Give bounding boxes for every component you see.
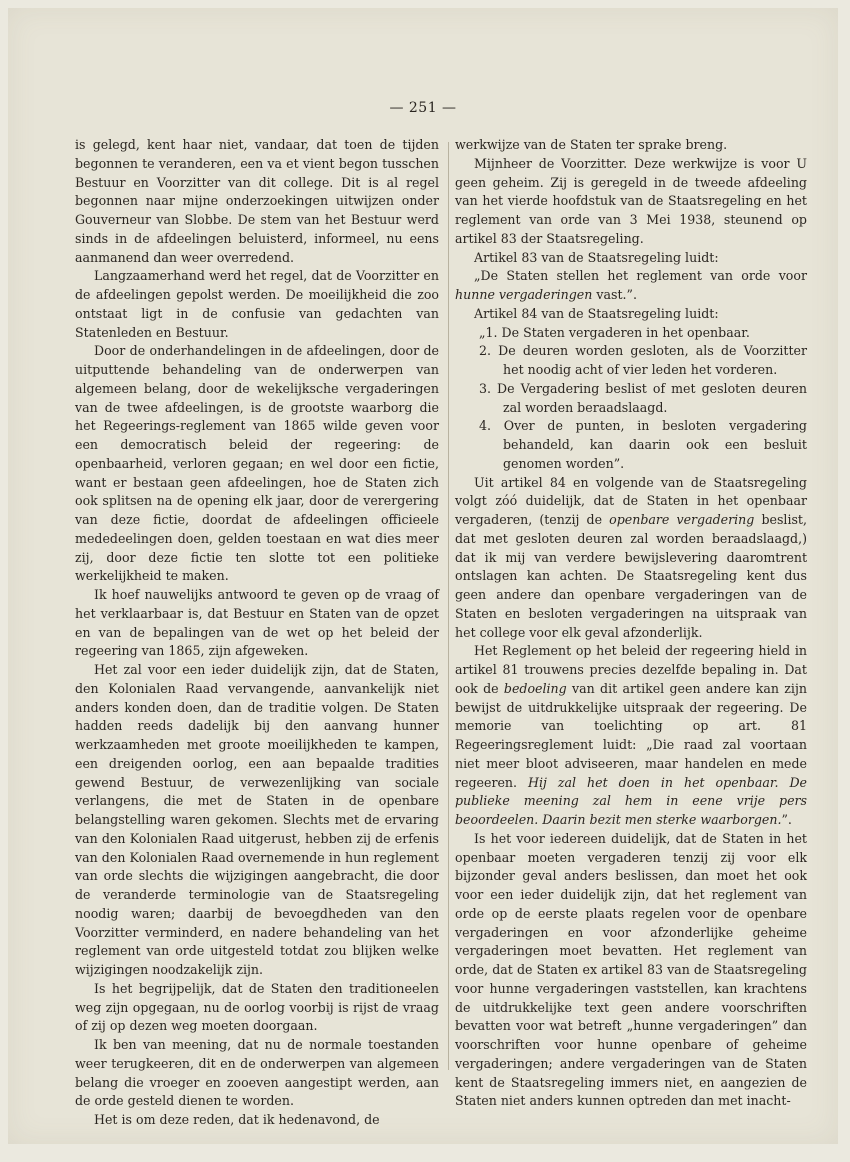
text: Het Reglement op het beleid der regeering hield in artikel 81 trouwens precies dezelfde bepaling in. Dat ook de [455, 643, 807, 696]
emphasis: openbare vergadering [609, 512, 755, 527]
quote-text: „De Staten stellen het reglement van orde voor [474, 268, 807, 284]
list-item: 2. De deuren worden gesloten, als de Voorzitter het noodig acht of vier leden het vorderen. [479, 343, 807, 377]
paragraph: Is het voor iedereen duidelijk, dat de Staten in het openbaar moeten vergaderen tenzij zij voor elk bijzonder geval anders beslissen, dan moet het ook voor een ieder duidelijk zijn, dat het reglement van orde op de eerste plaats regelen voor de openbare vergaderingen en voor afzonderlijke geheime vergaderingen moet bevatten. Het reglement van orde, dat de Staten ex artikel 83 van de Staatsregeling voor hunne vergaderingen vaststellen, kan krachtens de uitdrukkelijke text geen andere voorschriften bevatten voor wat betreft „hunne vergaderingen” dan voorschriften voor hunne openbare of geheime vergaderingen; andere vergaderingen van de Staten kent de Staatsregeling immers niet, en aangezien de Staten niet anders kunnen optreden dan met inacht- [455, 830, 807, 1109]
paragraph: Ik ben van meening, dat nu de normale toestanden weer terugkeeren, dit en de onderwerpen van algemeen belang die vroeger en zooeven aangestipt werden, aan de orde gesteld dienen te worden. [75, 1037, 439, 1109]
paragraph: werkwijze van de Staten ter sprake breng. [455, 137, 728, 152]
list-item: 4. Over de punten, in besloten vergadering behandeld, kan daarin ook een besluit genomen worden”. [479, 418, 807, 471]
document-page [8, 8, 838, 1144]
text: Uit artikel 84 en volgende van de Staatsregeling volgt zóó duidelijk, dat de Staten in het openbaar vergaderen, (tenzij de [455, 474, 807, 527]
paragraph [455, 474, 807, 643]
paragraph: Is het begrijpelijk, dat de Staten den traditioneelen weg zijn opgegaan, nu de oorlog voorbij is rijst de vraag of zij op dezen weg moeten doorgaan. [75, 980, 439, 1034]
list-item: „1. De Staten vergaderen in het openbaar. [479, 324, 750, 340]
list-item: 3. De Vergadering beslist of met gesloten deuren zal worden beraadslaagd. [479, 380, 807, 415]
left-column [75, 136, 439, 1130]
paragraph: Ik hoef nauwelijks antwoord te geven op de vraag of het verklaarbaar is, dat Bestuur en Staten van de opzet en van de bepalingen van de wet op het beleid der regeering van 1865, zijn afgeweken. [75, 587, 439, 659]
page-number: — 251 — [389, 100, 457, 116]
emphasis: hunne vergaderingen [455, 287, 593, 302]
paragraph: Het is om deze reden, dat ik hedenavond, de [94, 1112, 380, 1127]
paragraph: Mijnheer de Voorzitter. Deze werkwijze is voor U geen geheim. Zij is geregeld in de tweede afdeeling van het vierde hoofdstuk van de Staatsregeling en het reglement van orde van 3 Mei 1938, steunend op artikel 83 der Staatsregeling. [455, 155, 807, 246]
paragraph [455, 642, 807, 830]
text: van dit artikel geen andere kan zijn bewijst de uitdrukkelijke uitspraak der regeering. De memorie van toelichting op art. 81 Regeeringsreglement luidt: „Die raad zal voortaan niet meer bloot adviseeren, maar handelen en mede regeeren. [455, 680, 807, 790]
paragraph: Artikel 84 van de Staatsregeling luidt: [474, 305, 719, 321]
paragraph: Het zal voor een ieder duidelijk zijn, dat de Staten, den Kolonialen Raad vervangende, aanvankelijk niet anders konden doen, dan de traditie volgen. De Staten hadden reeds dadelijk bij den aanvang hunner werkzaamheden met groote moeilijkheden te kampen, een dreigenden oorlog, een aan bepaalde tradities gewend Bestuur, de verwezenlijking van sociale verlangens, die met de Staten in de openbare belangstelling waren gekomen. Slechts met de ervaring van den Kolonialen Raad uitgerust, hebben zij de erfenis van den Kolonialen Raad overnemende in hun reglement van orde slechts die wijzigingen aangebracht, die door de veranderde terminologie van de Staatsregeling noodig waren; daarbij de bevoegdheden van den Voorzitter verminderd, en nadere behandeling van het reglement van orde uitgesteld totdat zou blijken welke wijzigingen noodzakelijk zijn. [75, 662, 439, 977]
text: beslist, dat met gesloten deuren zal worden beraadslaagd,) dat ik mij van verdere bewijslevering daaromtrent ontslagen kan achten. De Staatsregeling kent dus geen andere dan openbare vergaderingen van de Staten en besloten vergaderingen na uitspraak van het college voor elk geval afzonderlijk. [455, 512, 807, 640]
quote-article-83 [455, 267, 807, 305]
quote-text: vast.”. [592, 287, 637, 302]
emphasis: bedoeling [503, 680, 567, 696]
column-divider [448, 142, 449, 1070]
paragraph: Artikel 83 van de Staatsregeling luidt: [474, 249, 719, 265]
paragraph: is gelegd, kent haar niet, vandaar, dat toen de tijden begonnen te veranderen, een va et vient begon tusschen Bestuur en Voorzitter van dit college. Dit is al regel begonnen naar mijne onderzoekingen uitwijzen onder Gouverneur van Slobbe. De stem van het Bestuur werd sinds in de afdeelingen beluisterd, informeel, nu eens aanmanend dan weer overredend. [75, 137, 439, 265]
right-column [455, 136, 807, 1111]
text: ”. [781, 812, 792, 827]
paragraph: Langzaamerhand werd het regel, dat de Voorzitter en de afdeelingen gepolst werden. De moeilijkheid die zoo ontstaat ligt in de confusie van gedachten van Statenleden en Bestuur. [75, 268, 439, 340]
paragraph: Door de onderhandelingen in de afdeelingen, door de uitputtende behandeling van de onderwerpen van algemeen belang, door de wekelijksche vergaderingen van de twee afdeelingen, is de grootste waarborg die het Regeerings-reglement van 1865 wilde geven voor een democratisch beleid der regeering: de openbaarheid, verloren gegaan; en wel door een fictie, want er bestaan geen afdeelingen, hoe de Staten zich ook splitsen na de opening elk jaar, door de verergering van deze fictie, doordat de afdeelingen officieele mededeelingen doen, gelden toestaan en wat dies meer zij, door deze fictie ten slotte tot een politieke werkelijkheid te maken. [75, 343, 439, 584]
emphasis: Hij zal het doen in het openbaar. De publieke meening zal hem in eene vrije pers beoordeelen. Daarin bezit men sterke waarborgen. [455, 774, 808, 827]
